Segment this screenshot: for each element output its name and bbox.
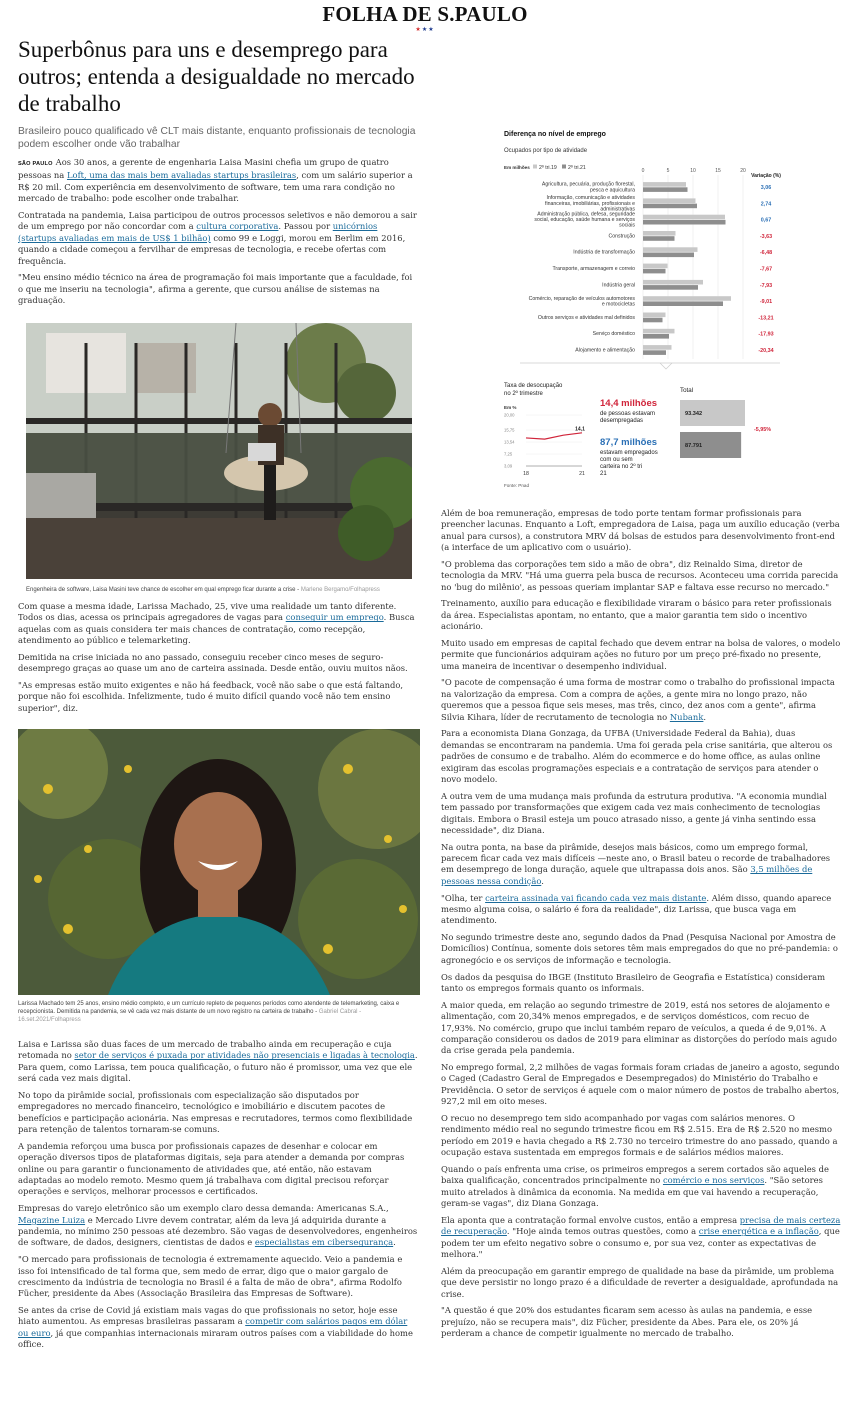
y-tick-label: 7,25: [504, 451, 513, 457]
category-label: Indústria geral: [602, 282, 635, 289]
y-tick-label: 3,09: [504, 463, 513, 469]
paragraph: "O mercado para profissionais de tecnologia é extremamente aquecido. Veio a pandemia e isso foi intensificado de tal forma que, sem medo de errar, digo que o maior gargalo de crescimento da indústria de tecnologia no Brasil é a falta de mão de obra", afirma Rodolfo Fücher, presidente da Abes (Associação Brasileira das Empresas de Software).: [18, 1254, 403, 1299]
photo-caption: Larissa Machado tem 25 anos, ensino médio completo, e um currículo repleto de pequenos períodos como atendente de telemarketing, caixa e recepcionista. Demitida na pandemia, se vê cada vez mais distante de um novo registro na carteira de trabalho - Gabriel Cabral - 16.set.2021/Folhapress: [18, 1001, 400, 1023]
paragraph: Com quase a mesma idade, Larissa Machado, 25, vive uma realidade um tanto diferente. Todos os dias, acessa os principais agregadores de vagas para conseguir um emprego. Busca aquelas com as quais considera ter mais chances de contratação, como recepção, atendimento ao público e telemarketing.: [18, 601, 415, 646]
bar-2tri21: [643, 220, 726, 225]
bar-2tri19: [643, 198, 696, 203]
bar-2tri21: [643, 285, 698, 290]
article-column-left-3: [18, 1039, 418, 1356]
bar-2tri21: [643, 253, 694, 258]
link-crise-energetica[interactable]: crise energética e a inflação: [698, 1226, 819, 1237]
callout-unemployed-text: desempregadas: [600, 418, 644, 424]
bar-2tri21: [643, 269, 666, 274]
divider-pointer: [520, 363, 780, 369]
line-chart-title: Taxa de desocupação: [504, 383, 563, 389]
legend-entry: 2º tri.21: [568, 165, 586, 171]
link-loft[interactable]: Loft, uma das mais bem avaliadas startups brasileiras: [66, 170, 297, 181]
link-conseguir-emprego[interactable]: conseguir um emprego: [285, 612, 384, 623]
bar-2tri19: [643, 345, 672, 350]
category-label: Comércio, reparação de veículos automotores: [528, 295, 635, 302]
bar-2tri21: [643, 334, 669, 339]
category-label: Transporte, armazenagem e correio: [552, 266, 635, 272]
bar-2tri21: [643, 236, 675, 241]
y-tick-label: 13,54: [504, 439, 515, 445]
variation-value: 0,67: [760, 217, 772, 224]
callout-informal-text: 21: [600, 471, 607, 477]
bar-2tri21: [643, 350, 666, 355]
chart-subtitle: Ocupados por tipo de atividade: [504, 148, 588, 154]
total-bar-label: 87.791: [685, 443, 703, 449]
category-label: e motocicletas: [601, 301, 635, 308]
paragraph: Quando o país enfrenta uma crise, os primeiros empregos a serem cortados são aqueles de baixa qualificação, concentrados principalmente no comércio e nos serviços. "São setores muito atrelados à dinâmica da economia. Na medida em que vai havendo a recuperação, geram-se vagas", diz Diana Gonzaga.: [441, 1163, 829, 1209]
x-tick-label: 21: [579, 471, 585, 477]
paragraph: No topo da pirâmide social, profissionais com especialização são disputados por empregadores no mercado financeiro, tecnológico e imobiliário e discutem pacotes de benefícios e participação acionária. Nas empresas e recrutadores, termos como flexibilidade para retenção de talentos tornaram-se comuns.: [18, 1089, 413, 1135]
line-end-label: 14,1: [575, 426, 585, 433]
callout-informal-value: 87,7 milhões: [600, 437, 658, 448]
paragraph: Contratada na pandemia, Laisa participou de outros processos seletivos e não demorou a sair de um emprego por não concordar com a cultura corporativa. Passou por unicórnios (startups avaliadas em mais de US$ 1 bilhão) como 99 e Loggi, morou em Berlim em 2016, quando a cidade começou a fervilhar de empresas de tecnologia, e recebe ofertas com frequência.: [18, 209, 417, 266]
category-label: Construção: [608, 233, 635, 240]
folha-logo[interactable]: FOLHA DE S.PAULO: [322, 2, 528, 26]
logo-stars-icon: ★★★: [415, 26, 435, 33]
link-salarios-dolar[interactable]: competir com salários pagos em dólar ou euro: [18, 1316, 408, 1338]
variation-value: -6,48: [759, 250, 773, 257]
chart-source: Fonte: Pnad: [504, 483, 530, 488]
variation-value: 3,06: [760, 185, 772, 191]
photo-credit: Gabriel Cabral - 16.set.2021/Folhapress: [18, 1009, 362, 1023]
variation-header: Variação (%): [751, 173, 781, 179]
bar-2tri19: [643, 231, 676, 236]
paragraph: O recuo no desemprego tem sido acompanhado por vagas com salários menores. O rendimento médio real no segundo trimestre ficou em R$ 2.515. Era de R$ 2.520 no mesmo período em 2019 e havia chegado a R$ 2.730 no terceiro trimestre do ano passado, quando a ocupação estava sustentada em empregos formais e de salários médios maiores.: [441, 1112, 838, 1158]
x-tick-label: 5: [666, 168, 670, 174]
bar-2tri19: [643, 215, 725, 220]
photo-credit: Marlene Bergamo/Folhapress: [300, 587, 380, 593]
category-label: sociais: [619, 222, 635, 229]
link-desemprego-longa-duracao[interactable]: 3,5 milhões de pessoas nessa condição: [441, 864, 813, 886]
line-chart-title: no 2º trimestre: [504, 391, 543, 397]
link-magazine-luiza[interactable]: Magazine Luiza: [18, 1214, 86, 1225]
paragraph: Além de boa remuneração, empresas de todo porte tentam formar profissionais para preencher lacunas. Enquanto a Loft, empregadora de Laisa, paga um auxílio educação (verba anual para cursos), a construtora MRV dá bolsas de estudos para desenvolvimento front-end (a interface de um aplicativo com o usuário).: [441, 508, 840, 553]
variation-value: -7,93: [759, 282, 773, 289]
photo-caption: Engenheira de software, Laisa Masini teve chance de escolher em qual emprego ficar durante a crise - Marlene Bergamo/Folhapress: [26, 587, 380, 593]
legend-entry: 2º tri.19: [539, 165, 557, 171]
x-tick-label: 20: [740, 168, 746, 174]
variation-value: -9,01: [759, 299, 773, 306]
category-label: Serviço doméstico: [592, 331, 635, 338]
category-label: financeiras, imobiliárias, profissionais e: [545, 200, 635, 207]
total-variation: -5,95%: [754, 427, 772, 433]
variation-value: -13,21: [758, 315, 774, 322]
paragraph: Se antes da crise de Covid já existiam mais vagas do que profissionais no setor, hoje esse hiato aumentou. As empresas brasileiras passaram a competir com salários pagos em dólar ou euro, já que companhias internacionais miraram outros países com a viabilidade do home office.: [18, 1305, 413, 1350]
infographic-svg: [500, 125, 800, 495]
x-tick-label: 18: [523, 471, 529, 477]
paragraph: Na outra ponta, na base da pirâmide, desejos mais básicos, como um emprego formal, parecem ficar cada vez mais difíceis —neste ano, o Brasil bateu o recorde de trabalhadores em desemprego de longa duração, aquele que ultrapassa dois anos. São 3,5 milhões de pessoas nessa condição.: [441, 841, 831, 886]
x-tick-label: 0: [641, 168, 645, 174]
paragraph: "Meu ensino médio técnico na área de programação foi mais importante que a faculdade, foi o que me inseriu na tecnologia", afirma a gerente, que cursou análise de sistemas na graduação.: [18, 272, 413, 306]
paragraph: Ela aponta que a contratação formal envolve custos, então a empresa precisa de mais certeza de recuperação. "Hoje ainda temos outras questões, como a crise energética e a inflação, que podem ter um efeito negativo sobre o consumo e, por sua vez, conter as expectativas de melhora.": [441, 1214, 841, 1260]
variation-value: -3,63: [759, 233, 773, 240]
bar-2tri19: [643, 313, 666, 318]
photo-laisa: [26, 323, 412, 579]
dateline: SÃO PAULO: [18, 161, 53, 167]
variation-value: 2,74: [760, 201, 772, 208]
category-label: Outros serviços e atividades mal definidos: [537, 314, 635, 321]
employment-infographic: [500, 125, 800, 495]
callout-informal-text: com ou sem: [600, 457, 633, 463]
category-label: Indústria de transformação: [573, 249, 635, 256]
category-label: Alojamento e alimentação: [575, 347, 635, 354]
paragraph: Laisa e Larissa são duas faces de um mercado de trabalho ainda em recuperação e cuja retomada no setor de serviços é puxada por atividades não presenciais e ligadas à tecnologia. Para quem, como Larissa, tem pouca qualificação, o futuro não é promissor, uma vez que ele será cada vez mais digital.: [18, 1039, 418, 1084]
link-unicornios[interactable]: unicórnios (startups avaliadas em mais de US$ 1 bilhão): [18, 221, 378, 243]
variation-value: -20,34: [758, 348, 774, 354]
callout-unemployed-text: de pessoas estavam: [600, 411, 656, 417]
article-subhead: Brasileiro pouco qualificado vê CLT mais distante, enquanto profissionais de tecnologia podem escolher onde vão trabalhar: [18, 126, 416, 150]
paragraph: Empresas do varejo eletrônico são um exemplo claro dessa demanda: Americanas S.A., Magazine Luiza e Mercado Livre devem contratar, além da leva já adquirida durante a pandemia, no mínimo 250 pessoas até dezembro. São vagas de desenvolvedores, engenheiros de software, de dados, designers, cientistas de dados e especialistas em cibersegurança.: [18, 1203, 418, 1248]
paragraph: Os dados da pesquisa do IBGE (Instituto Brasileiro de Geografia e Estatística) consideram tanto os empregos formais quanto os informais.: [441, 971, 826, 993]
bar-2tri19: [643, 182, 686, 187]
x-tick-label: 15: [715, 168, 721, 174]
paragraph: Treinamento, auxílio para educação e flexibilidade viraram o básico para reter profissionais da área. Especialistas apontam, no entanto, que a maior garantia tem sido o incentivo acionário.: [441, 598, 832, 632]
bar-2tri21: [643, 318, 663, 323]
paragraph: "Olha, ter carteira assinada vai ficando cada vez mais distante. Além disso, quando aparece mesmo alguma coisa, o salário é fora da realidade", diz Larissa, que busca vaga em atendimento.: [441, 892, 832, 926]
total-bar-label: 93.342: [685, 411, 703, 417]
paragraph: A maior queda, em relação ao segundo trimestre de 2019, está nos setores de alojamento e alimentação, com 20,34% menos empregados, e de serviços domésticos, com recuo de 17,93%. No comércio, grupo que inclui também reparo de veículos, a queda é de 9,01%. A comparação considerou os dados de 2019 para eliminar as distorções do período mais agudo da crise gerada pela pandemia.: [441, 999, 837, 1056]
paragraph: SÃO PAULO Aos 30 anos, a gerente de engenharia Laisa Masini chefia um grupo de quatro pessoas na Loft, uma das mais bem avaliadas startups brasileiras, com um salário superior a R$ 20 mil. Com experiência em desenvolvimento de software, tem uma rara condição no mercado de trabalho: pode escolher onde trabalhar.: [18, 157, 413, 204]
link-cultura-corporativa[interactable]: cultura corporativa: [196, 221, 279, 232]
chart-unit-label: Em milhões: [504, 165, 530, 170]
legend-swatch: [562, 165, 566, 169]
bar-2tri19: [643, 329, 675, 334]
paragraph: Demitida na crise iniciada no ano passado, conseguiu receber cinco meses de seguro-desemprego graças ao quase um ano de carteira assinada. Desde então, ouviu muitos nãos.: [18, 651, 408, 674]
category-label: Informação, comunicação e atividades: [546, 195, 635, 202]
article-headline: Superbônus para uns e desemprego para outros; entenda a desigualdade no mercado de trabalho: [18, 37, 415, 116]
total-chart-title: Total: [680, 387, 694, 394]
link-setor-servicos[interactable]: setor de serviços é puxada por atividades não presenciais e ligadas à tecnologia: [74, 1050, 415, 1061]
paragraph: "As empresas estão muito exigentes e não há feedback, você não sabe o que está faltando, porque não foi escolhida. Infelizmente, tudo é muito difícil quando você não tem ensino superior", diz.: [18, 680, 404, 713]
paragraph: Muito usado em empresas de capital fechado que devem entrar na bolsa de valores, o modelo permite que funcionários adquiram ações no futuro por um preço pré-fixado no presente, uma maneira de incentivar o desempenho individual.: [441, 637, 841, 671]
x-tick-label: 10: [690, 168, 696, 174]
link-carteira-assinada[interactable]: carteira assinada vai ficando cada vez mais distante: [485, 892, 707, 903]
bar-2tri19: [643, 247, 698, 252]
link-comercio-servicos[interactable]: comércio e nos serviços: [662, 1175, 765, 1186]
category-label: administrativas: [600, 206, 635, 213]
line-chart-unit: Em %: [504, 405, 517, 410]
paragraph: Além da preocupação em garantir emprego de qualidade na base da pirâmide, um problema que deve persistir no longo prazo é a dificuldade de reverter a desigualdade, aprofundada na crise.: [441, 1265, 839, 1299]
photo-larissa: [18, 729, 420, 995]
article-column-right: [441, 508, 841, 1345]
paragraph: "O problema das corporações tem sido a mão de obra", diz Reinaldo Sima, diretor de tecnologia da MRV. "Há uma guerra pela busca de recursos. Aconteceu uma corrida parecida no 'bug do milênio', as pessoas queriam implantar SAP e faltava esse recurso no mercado.": [441, 558, 839, 592]
bar-2tri19: [643, 264, 668, 269]
variation-value: -17,93: [758, 331, 774, 338]
callout-informal-text: estavam empregados: [600, 450, 658, 456]
paragraph: "O pacote de compensação é uma forma de mostrar como o trabalho do profissional impacta na valorização da empresa. Com a compra de ações, a gente mira no longo prazo, não queremos que a pessoa fique seis meses, mas três, cinco, dez anos com a gente", afirma Silvia Kihara, líder de recrutamento de tecnologia no Nubank.: [441, 677, 835, 722]
paragraph: No segundo trimestre deste ano, segundo dados da Pnad (Pesquisa Nacional por Amostra de Domicílios) Contínua, somente dois setores têm mais empregados do que no pré-pandemia: o agronegócio e os serviços de informação e tecnologia.: [441, 932, 838, 965]
category-label: social, educação, saúde humana e serviços: [534, 217, 635, 224]
callout-informal-text: carteira no 2º tri: [600, 464, 643, 470]
masthead[interactable]: [0, 2, 850, 33]
category-label: pesca e aquicultura: [590, 187, 635, 194]
variation-value: -7,67: [759, 266, 773, 273]
chart-title: Diferença no nível de emprego: [504, 131, 606, 138]
y-tick-label: 15,75: [504, 427, 515, 433]
paragraph: Para a economista Diana Gonzaga, da UFBA (Universidade Federal da Bahia), duas demandas se encontraram na pandemia. Uma foi gerada pela crise sanitária, que alterou os padrões de consumo e de trabalho. Além do ecommerce e do home office, as aulas online exigiram das escolas programações especiais e a contratação de serviços para atender o novo modelo.: [441, 728, 833, 785]
paragraph: A pandemia reforçou uma busca por profissionais capazes de desenhar e colocar em operação diversos tipos de plataformas digitais, seja para atender a demanda por compras online ou para garantir o funcionamento de atividades que, até então, não estavam adaptadas ao modelo remoto. Mesmo quem já trabalhava com digital precisou reforçar operações e serviços, melhorar processos e certificados.: [18, 1140, 405, 1197]
link-nubank[interactable]: Nubank: [669, 711, 704, 722]
bar-2tri21: [643, 204, 697, 209]
category-label: Agricultura, pecuária, produção florestal,: [541, 181, 635, 188]
y-tick-label: 20,00: [504, 412, 515, 418]
article-column-left-1: [18, 157, 418, 312]
paragraph: "A questão é que 20% dos estudantes ficaram sem acesso às aulas na pandemia, e esse prejuízo, não se recupera mais", diz Fücher, presidente da Abes. Para ele, os 20% já perderam a chance de competir igualmente no mercado de trabalho.: [441, 1305, 813, 1339]
article-column-left-2: [18, 601, 418, 720]
unemployment-line: [526, 433, 582, 439]
callout-unemployed-value: 14,4 milhões: [600, 398, 658, 409]
link-ciberseguranca[interactable]: especialistas em cibersegurança: [254, 1237, 394, 1248]
category-label: Administração pública, defesa, seguridade: [537, 211, 635, 218]
bar-2tri21: [643, 301, 723, 306]
bar-2tri19: [643, 280, 703, 285]
link-certeza-recuperacao[interactable]: precisa de mais certeza de recuperação: [441, 1214, 841, 1237]
bar-2tri21: [643, 187, 688, 192]
paragraph: A outra vem de uma mudança mais profunda da estrutura produtiva. "A economia mundial tem passado por transformações que exigem cada vez mais conhecimento de tecnologias digitais. Embora o Brasil esteja um pouco atrasado nisso, a gente já vinha sentindo essa necessidade", diz Diana.: [441, 790, 827, 835]
paragraph: No emprego formal, 2,2 milhões de vagas formais foram criadas de janeiro a agosto, segundo o Caged (Cadastro Geral de Empregados e Desempregados) do Ministério do Trabalho e Previdência. O setor de serviços é aquele com o maior número de postos de trabalho abertos, 927,2 mil em oito meses.: [441, 1062, 840, 1107]
bar-2tri19: [643, 296, 731, 301]
legend-swatch: [533, 165, 537, 169]
